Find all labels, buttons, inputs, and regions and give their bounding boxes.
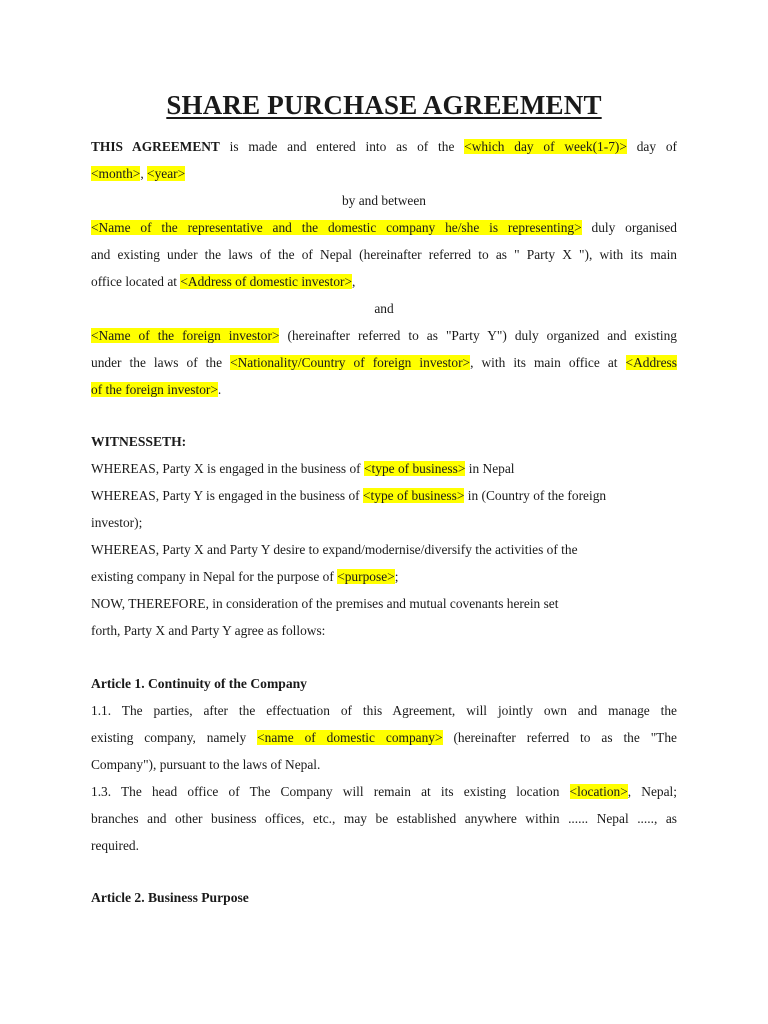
now-therefore-cont: forth, Party X and Party Y agree as follows: (91, 623, 326, 638)
placeholder-foreign-investor: <Name of the foreign investor> (91, 328, 280, 343)
clause-1-1-line-3: Company"), pursuant to the laws of Nepal. (91, 757, 321, 772)
whereas-2-cont: investor); (91, 515, 143, 530)
clause-1-1-line-2: existing company, namely <name of domestic company> (hereinafter referred to as the "The (91, 730, 678, 745)
clause-1-3-line-2: branches and other business offices, etc., may be established anywhere within ...... Nepal ....., as (91, 811, 677, 826)
placeholder-foreign-address-cont: of the foreign investor> (91, 382, 218, 397)
document-title: SHARE PURCHASE AGREEMENT (166, 90, 602, 120)
clause-1-3-line-3: required. (91, 838, 139, 853)
intro-line-1: THIS AGREEMENT is made and entered into as of the <which day of week(1-7)> day of (91, 139, 678, 154)
placeholder-month: <month> (91, 166, 141, 181)
placeholder-business-type-x: <type of business> (364, 461, 466, 476)
clause-1-3-line-1: 1.3. The head office of The Company will remain at its existing location <location>, Nepal; (91, 784, 677, 799)
whereas-1: WHEREAS, Party X is engaged in the business of <type of business> in Nepal (91, 461, 515, 476)
placeholder-foreign-address: <Address (625, 355, 677, 370)
placeholder-foreign-nationality: <Nationality/Country of foreign investor> (230, 355, 471, 370)
party-y-line-3: of the foreign investor>. (91, 382, 222, 397)
witnesseth-heading: WITNESSETH: (91, 434, 187, 449)
article-2-heading: Article 2. Business Purpose (91, 890, 249, 905)
intro-line-2: <month>, <year> (91, 166, 186, 181)
whereas-3: WHEREAS, Party X and Party Y desire to expand/modernise/diversify the activities of the (91, 542, 578, 557)
placeholder-business-type-y: <type of business> (363, 488, 465, 503)
article-1-heading: Article 1. Continuity of the Company (91, 676, 307, 691)
placeholder-location: <location> (569, 784, 628, 799)
placeholder-purpose: <purpose> (337, 569, 395, 584)
placeholder-day-of-week: <which day of week(1-7)> (464, 139, 627, 154)
agreement-lead: THIS AGREEMENT (91, 139, 220, 154)
party-y-line-2: under the laws of the <Nationality/Country of foreign investor>, with its main office at <Address (91, 355, 677, 370)
party-y-line-1: <Name of the foreign investor> (hereinafter referred to as "Party Y") duly organized and existing (91, 328, 677, 343)
placeholder-domestic-company-name: <name of domestic company> (257, 730, 443, 745)
party-x-line-3: office located at <Address of domestic investor>, (91, 274, 356, 289)
clause-1-1-line-1: 1.1. The parties, after the effectuation of this Agreement, will jointly own and manage the (91, 703, 677, 718)
placeholder-year: <year> (147, 166, 186, 181)
whereas-2: WHEREAS, Party Y is engaged in the business of <type of business> in (Country of the foreign (91, 488, 607, 503)
party-x-line-1: <Name of the representative and the domestic company he/she is representing> duly organised (91, 220, 677, 235)
and-separator: and (374, 301, 394, 316)
whereas-3-cont: existing company in Nepal for the purpose of <purpose>; (91, 569, 399, 584)
placeholder-domestic-representative: <Name of the representative and the domestic company he/she is representing> (91, 220, 582, 235)
placeholder-domestic-address: <Address of domestic investor> (180, 274, 353, 289)
by-and-between: by and between (341, 193, 427, 208)
party-x-line-2: and existing under the laws of the of Nepal (hereinafter referred to as " Party X "), with its main (91, 247, 677, 262)
now-therefore: NOW, THEREFORE, in consideration of the premises and mutual covenants herein set (91, 596, 559, 611)
